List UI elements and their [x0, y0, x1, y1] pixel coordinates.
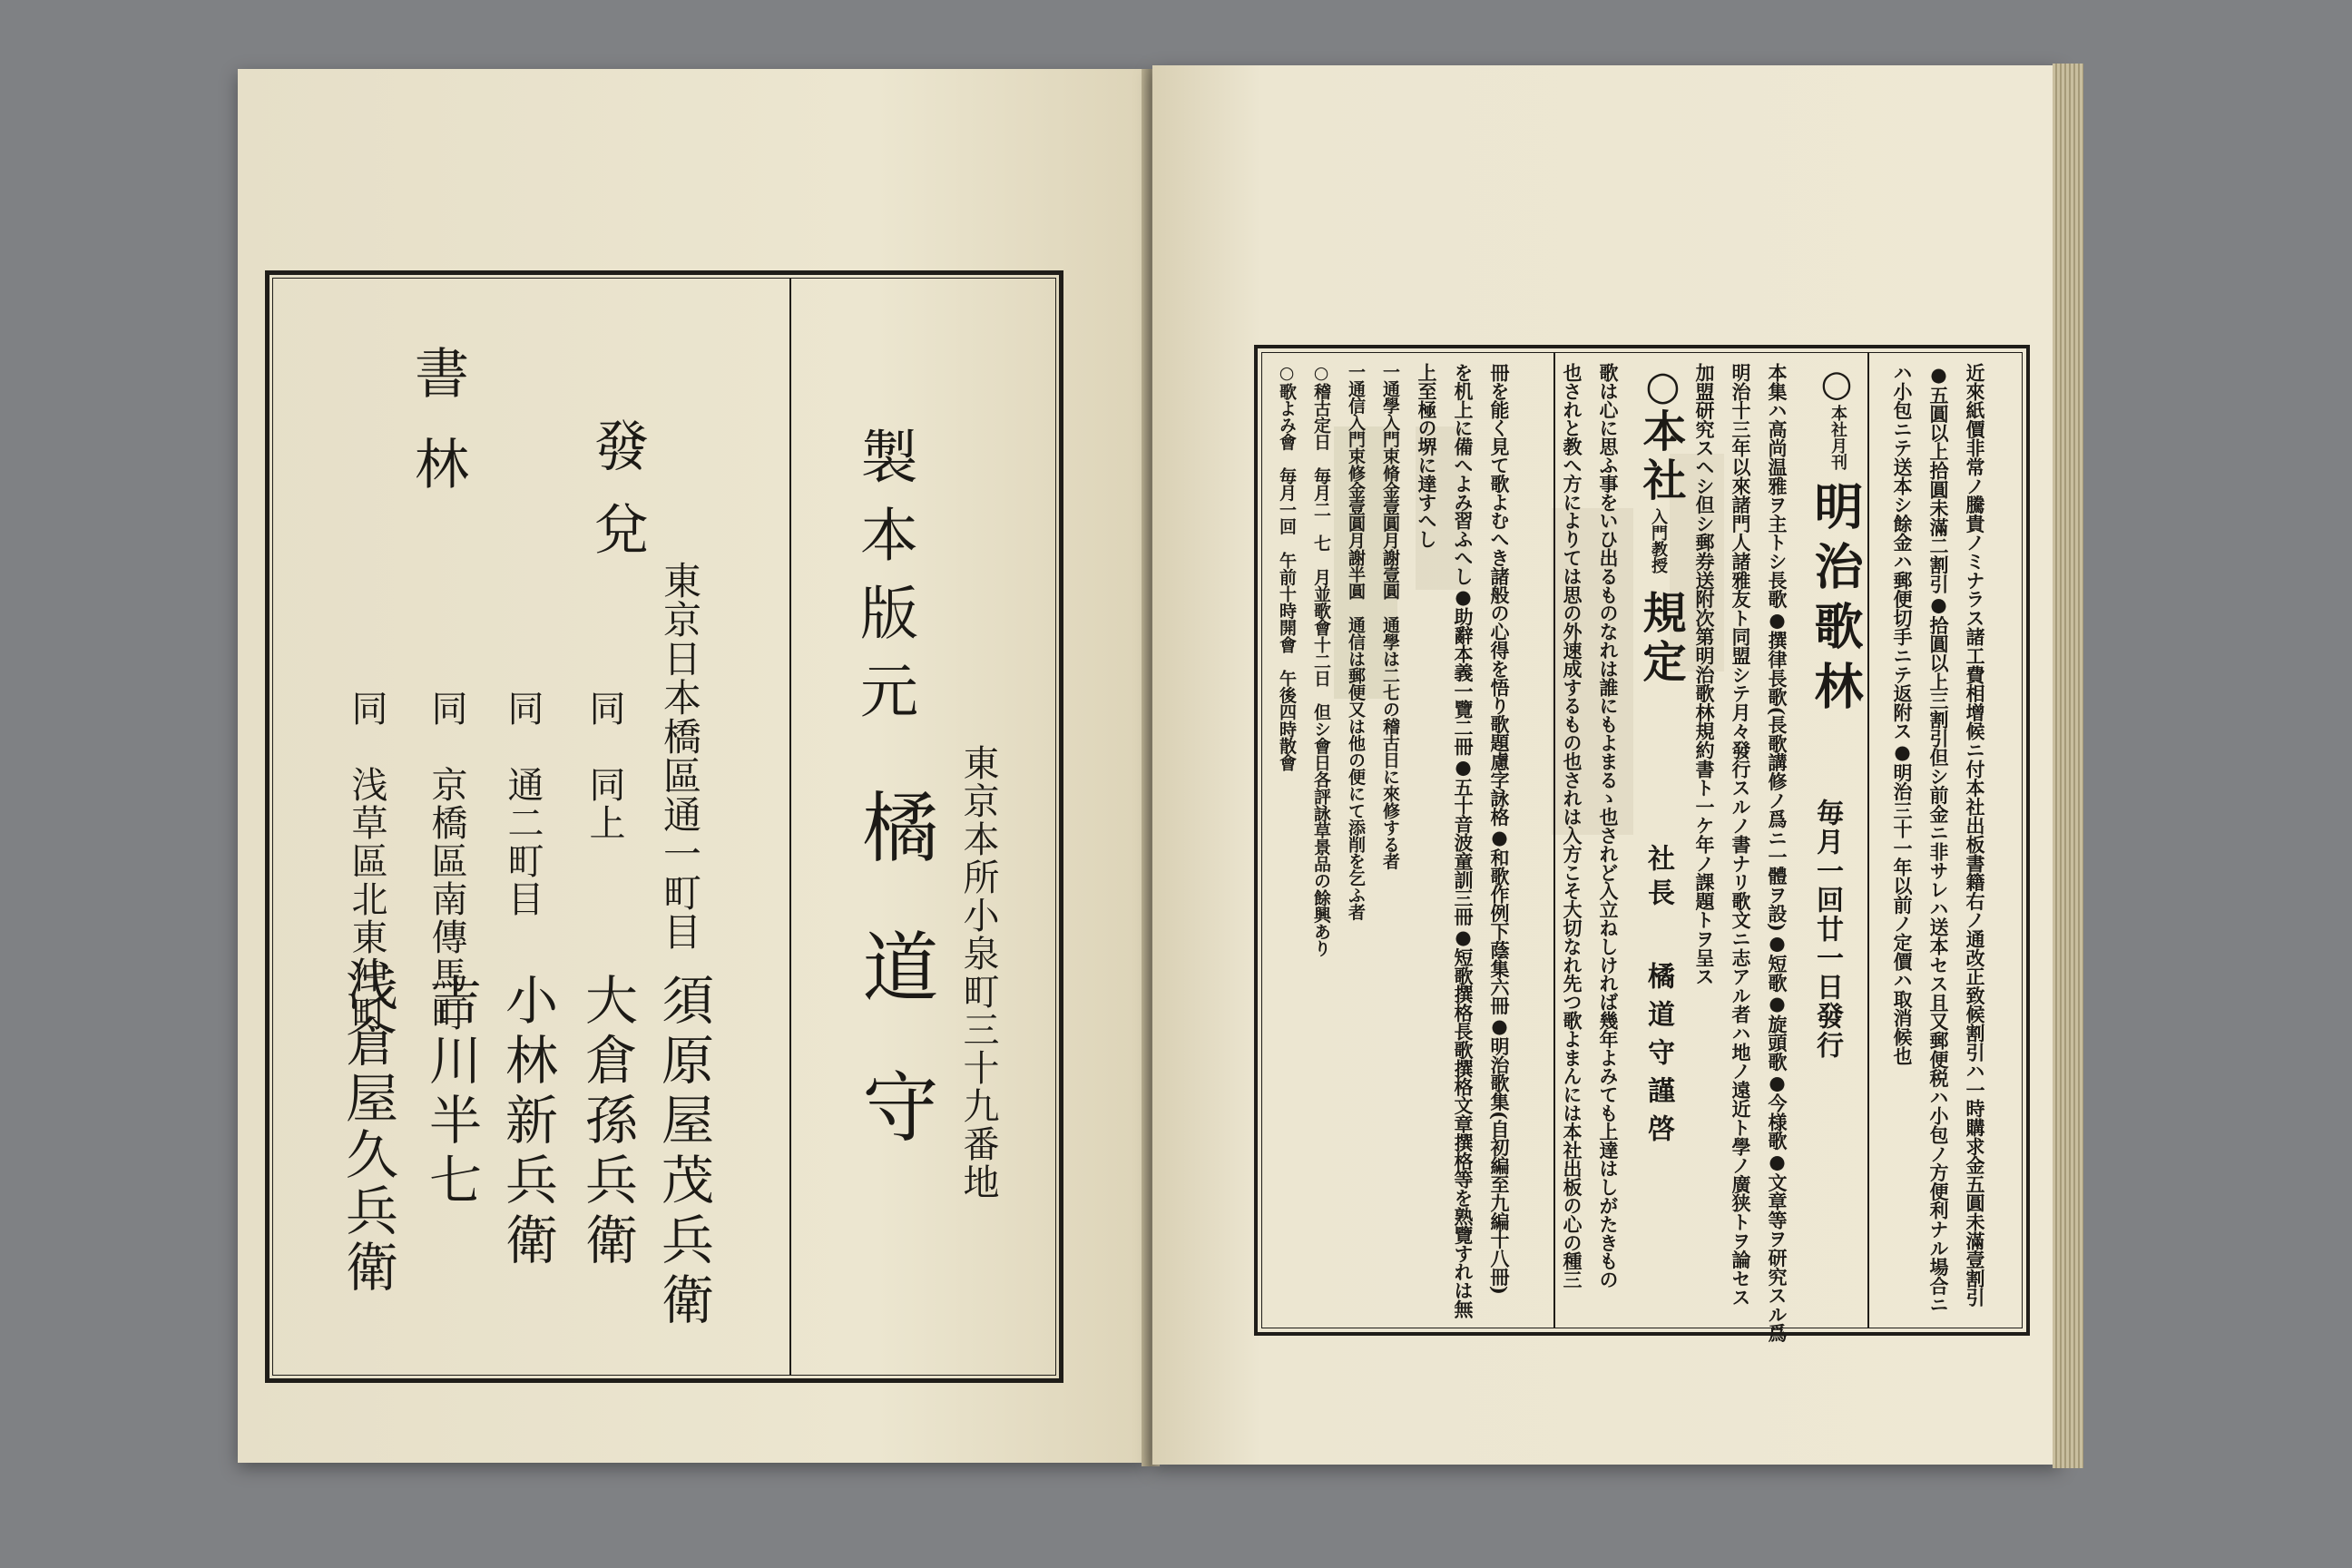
- seller-address: 同 通二町目: [502, 690, 544, 918]
- enrollment-body-line: を机上に備へよみ習ふへし●助辭本義一覽二冊●五十音波童訓三冊●短歌撰格長歌撰格文章撰格等を熟覽すれは無: [1452, 363, 1475, 1318]
- notice-divider: [1867, 352, 1869, 1328]
- seller-address: 同 京橋區南傳馬町: [426, 690, 467, 1033]
- seller-address: 同 同上: [583, 690, 625, 842]
- fee-line: ○稽古定日 毎月二 七 月並歌會十二日 但シ會日各評詠草景品の餘興あり: [1311, 363, 1331, 957]
- enrollment-body-line: 冊を能く見て歌よむへき諸般の心得を悟り歌題慮字詠格●和歌作例下蔭集六冊●明治歌集(自初編至九編十八冊): [1488, 363, 1511, 1295]
- seller-name: 吉川半七: [420, 973, 482, 1212]
- section-circle-marker: ○: [1640, 363, 1686, 409]
- enrollment-tag: 入門教授: [1649, 508, 1668, 573]
- signature-name: 橘道守謹啓: [1642, 962, 1674, 1152]
- seller-name: 須原屋茂兵衛: [652, 973, 714, 1332]
- fee-line: 一通學入門束脩金壹圓月謝壹圓 通學は二七の稽古日に來修する者: [1380, 363, 1400, 870]
- notice-divider: [1553, 352, 1555, 1328]
- enrollment-body-line: 也されと教へ方によりては思の外速成するもの也されは入方こそ大切なれ先つ歌よまんには本社出板の心の種三: [1561, 363, 1583, 1289]
- enrollment-body-line: 歌は心に思ふ事をいひ出るものなれは誰にもよまるゝ也されど入立ねしければ幾年よみても上達はしがたきもの: [1597, 363, 1620, 1289]
- monthly-tag: 本社月刊: [1828, 405, 1847, 470]
- price-notice-line: ●五圓以上拾圓未滿二割引●拾圓以上三割引但シ前金ニ非サレハ送本セス且又郵便税ハ小包ノ方便利ナル場合ニ: [1927, 363, 1950, 1315]
- binder-name: 橘道守: [850, 788, 939, 1207]
- publisher-label: 發兌: [585, 417, 649, 584]
- monthly-body-line: 本集ハ高尚温雅ヲ主トシ長歌●撰律長歌(長歌講修ノ爲ニ一體ヲ設)●短歌●旋頭歌●今様歌●文章等ヲ研究スル爲: [1766, 363, 1788, 1343]
- price-notice-line: ハ小包ニテ送本シ餘金ハ郵便切手ニテ返附ス●明治三十一年以前ノ定價ハ取消候也: [1891, 363, 1914, 1065]
- seller-address: 同 浅草區北東仲町: [346, 690, 387, 1033]
- monthly-body-line: 明治十三年以來諸門人諸雅友ト同盟シテ月々發行スルノ書ナリ歌文ニ志アル者ハ地ノ遠近ト學ノ廣狭トヲ論セス: [1730, 363, 1752, 1307]
- monthly-schedule: 毎月一回廿一日發行: [1811, 799, 1843, 1060]
- signature-role: 社長: [1642, 844, 1674, 913]
- colophon-divider: [789, 278, 791, 1376]
- seller-name: 小林新兵衛: [496, 973, 558, 1272]
- enrollment-body-line: 上至極の堺に達すへし: [1416, 363, 1438, 549]
- enrollment-title: 本社: [1635, 408, 1686, 506]
- binder-address: 東京本所小泉町三十九番地: [957, 744, 999, 1201]
- page-edges: [2053, 64, 2083, 1468]
- fee-line: 一通信入門束修金壹圓月謝半圓 通信は郵便又は他の便にて添削を乞ふ者: [1346, 363, 1366, 920]
- binder-label: 製本版元: [850, 426, 917, 739]
- seller-name: 大倉孫兵衛: [576, 973, 638, 1272]
- bookstore-label: 書林: [406, 345, 469, 526]
- monthly-title: 明治歌林: [1807, 481, 1865, 720]
- seller-name: 浅倉屋久兵衛: [337, 958, 398, 1296]
- monthly-body-line: 加盟研究スヘシ但シ郵券送附次第明治歌林規約書ト一ケ年ノ課題トヲ呈ス: [1693, 363, 1716, 986]
- price-notice-line: 近來紙價非常ノ騰貴ノミナラス諸工費相增候ニ付本社出板書籍右ノ通改正致候割引ハ一時購求金五圓未滿壹割引: [1964, 363, 1986, 1308]
- section-circle-marker: ○: [1816, 363, 1857, 405]
- enrollment-title: 規定: [1635, 590, 1686, 688]
- seller-address: 東京日本橋區通一町目: [658, 561, 702, 951]
- fee-line: ○歌よみ會 毎月一回 午前十時開會 午後四時散會: [1277, 363, 1297, 771]
